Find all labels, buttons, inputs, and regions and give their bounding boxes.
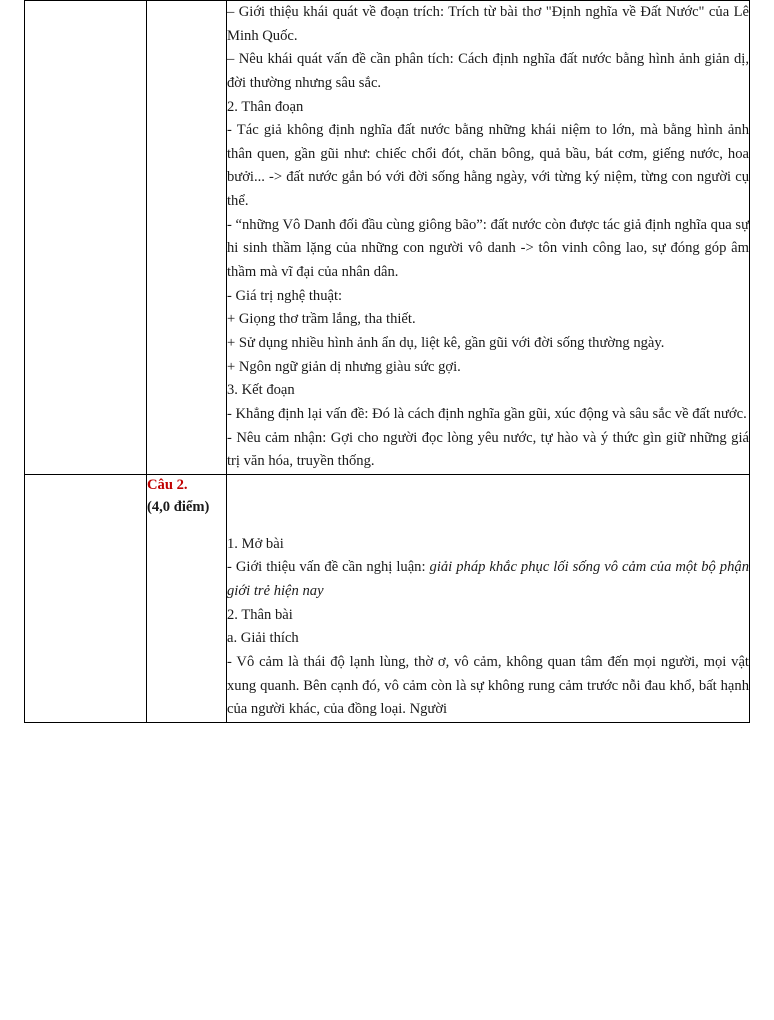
paragraph: - Vô cảm là thái độ lạnh lùng, thờ ơ, vô cảm, không quan tâm đến mọi người, mọi vật xung quanh. Bên cạnh đó, vô cảm còn là sự không rung cảm trước nỗi đau khổ, bất hạnh của người khác, của đồng loại. Người bbox=[227, 654, 749, 718]
table-row bbox=[25, 1, 750, 475]
paragraph: + Ngôn ngữ giản dị nhưng giàu sức gợi. bbox=[227, 358, 461, 375]
paragraph: - Khẳng định lại vấn đề: Đó là cách định nghĩa gần gũi, xúc động và sâu sắc về đất nước. bbox=[227, 405, 747, 422]
paragraph: – Giới thiệu khái quát về đoạn trích: Trích từ bài thơ "Định nghĩa về Đất Nước" của Lê Minh Quốc. bbox=[227, 4, 749, 44]
paragraph: + Sử dụng nhiều hình ảnh ẩn dụ, liệt kê, gần gũi với đời sống thường ngày. bbox=[227, 334, 665, 351]
paragraph: – Nêu khái quát vấn đề cần phân tích: Cách định nghĩa đất nước bằng hình ảnh giản dị, đời thường nhưng sâu sắc. bbox=[227, 51, 749, 91]
criteria-cell bbox=[25, 1, 147, 475]
paragraph: - “những Vô Danh đối đầu cùng giông bão”: đất nước còn được tác giả định nghĩa qua sự hi sinh thầm lặng của những con người vô danh -> tôn vinh công lao, sự đóng góp âm thầm mà vĩ đại của nhân dân. bbox=[227, 216, 749, 281]
paragraph-lead: - Giới thiệu vấn đề cần nghị luận: bbox=[227, 559, 430, 576]
question-score: (4,0 điểm) bbox=[147, 498, 210, 515]
question-label: Câu 2. bbox=[147, 476, 188, 493]
paragraph: 1. Mở bài bbox=[227, 535, 284, 552]
content-cell bbox=[227, 474, 750, 722]
paragraph-mixed bbox=[227, 556, 749, 603]
paragraph: + Giọng thơ trầm lắng, tha thiết. bbox=[227, 311, 416, 328]
question-cell bbox=[147, 474, 227, 722]
paragraph: 2. Thân bài bbox=[227, 606, 293, 623]
content-cell bbox=[227, 1, 750, 475]
question-cell bbox=[147, 1, 227, 475]
paragraph: 3. Kết đoạn bbox=[227, 382, 295, 399]
table-row bbox=[25, 474, 750, 722]
paragraph-emphasis: giải pháp khắc phục lối sống vô cảm của một bộ phận giới trẻ hiện nay bbox=[227, 559, 749, 600]
paragraph: a. Giải thích bbox=[227, 630, 299, 647]
criteria-cell bbox=[25, 474, 147, 722]
content-spacer bbox=[227, 475, 749, 533]
paragraph: - Nêu cảm nhận: Gợi cho người đọc lòng yêu nước, tự hào và ý thức gìn giữ những giá trị văn hóa, truyền thống. bbox=[227, 429, 749, 470]
answer-table bbox=[24, 0, 750, 723]
paragraph: - Giá trị nghệ thuật: bbox=[227, 287, 343, 304]
paragraph: - Tác giả không định nghĩa đất nước bằng những khái niệm to lớn, mà bằng hình ảnh thân quen, gần gũi như: chiếc chổi đót, chăn bông, quả bầu, bát cơm, giếng nước, hoa bưởi... -> đất nước gắn bó với đời sống hằng ngày, với từng ký niệm, từng con người cụ thể. bbox=[227, 122, 749, 210]
paragraph: 2. Thân đoạn bbox=[227, 98, 304, 115]
